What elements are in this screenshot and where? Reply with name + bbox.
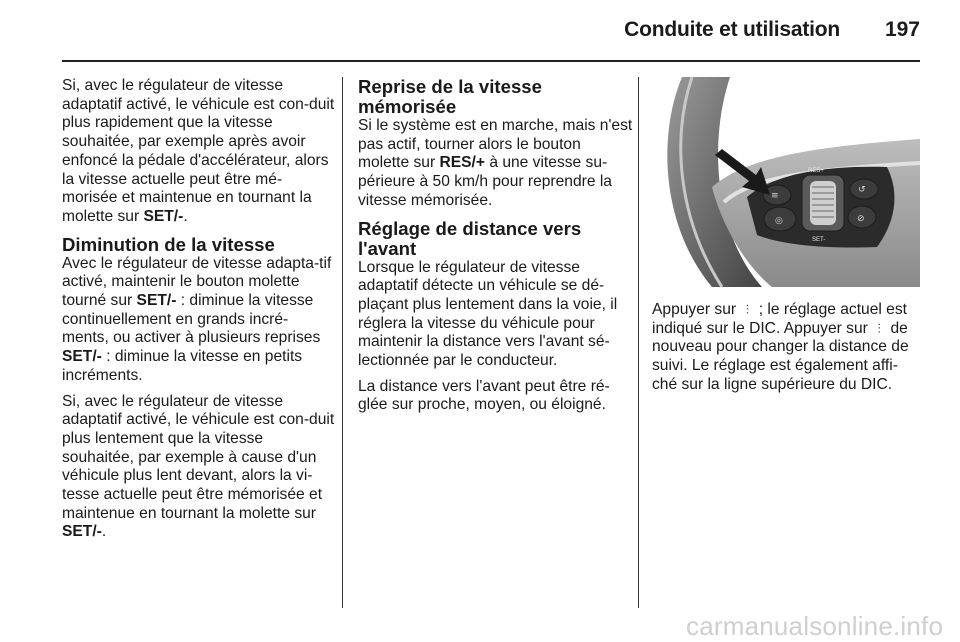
section-heading-reglage: Réglage de distance vers l'avant: [358, 217, 582, 259]
paragraph: La distance vers l'avant peut être ré-glée sur proche, moyen, ou éloigné.: [358, 377, 610, 414]
set-minus-label: SET/-: [143, 207, 184, 225]
res-plus-label: RES/+: [439, 154, 485, 172]
svg-text:⊘: ⊘: [857, 214, 865, 224]
header-rule: [62, 60, 920, 62]
page-number: 197: [884, 18, 920, 41]
paragraph: Appuyer sur ⫶ ; le réglage actuel est indiqué sur le DIC. Appuyer sur ⫶ de nouveau pour changer la distance de suivi. Le réglage est également affi-ché sur la ligne supérieure du DIC.: [652, 301, 909, 393]
paragraph: Lorsque le régulateur de vitesse adaptatif détecte un véhicule se dé-plaçant plus lentement dans la voie, il réglera la vitesse du véhicule pour maintenir la distance vers l'avant sé-lectionnée par le conducteur.: [358, 258, 618, 370]
set-minus-mark: SET-: [812, 237, 826, 243]
paragraph: Si, avec le régulateur de vitesse adaptatif activé, le véhicule est con-duit plus rapidement que la vitesse souhaitée, par exemple après avoir enfoncé la pédale d'accélérateur, alors la vitesse actuelle peut être mé-morisée et maintenue en tournant la molette sur SET/-.: [62, 77, 335, 225]
column-2: [358, 77, 633, 422]
distance-gap-icon: ⫶: [877, 320, 881, 336]
paragraph: Si, avec le régulateur de vitesse adaptatif activé, le véhicule est con-duit plus lentement que la vitesse souhaitée, par exemple à cause d'un véhicule plus lent devant, alors la vi-tesse actuelle peut être mémorisée et maintenue en tournant la molette sur SET/-.: [62, 392, 335, 541]
column-divider-2: [638, 77, 639, 608]
section-heading-diminution: Diminution de la vitesse: [62, 233, 275, 255]
steering-wheel-illustration: [652, 77, 920, 287]
column-divider-1: [342, 77, 343, 608]
set-minus-label: SET/-: [136, 292, 177, 310]
paragraph: Si le système est en marche, mais n'est pas actif, tourner alors le bouton molette sur RES/+ à une vitesse su-périeure à 50 km/h pour reprendre la vitesse mémorisée.: [358, 117, 633, 209]
header-title: Conduite et utilisation: [624, 18, 840, 41]
distance-gap-icon: ⫶: [745, 302, 750, 317]
svg-text:◎: ◎: [775, 216, 783, 226]
column-1: [62, 77, 335, 549]
column-3: [652, 301, 922, 402]
set-minus-label: SET/-: [62, 523, 102, 541]
paragraph: Avec le régulateur de vitesse adapta-tif activé, maintenir le bouton molette tourné sur SET/- : diminue la vitesse continuellement en grands incré-ments, ou activer à plusieurs reprises SET/- : diminue la vitesse en petits incréments.: [62, 254, 332, 384]
res-plus-mark: RES+: [808, 168, 824, 174]
set-minus-label: SET/-: [62, 348, 102, 366]
section-heading-reprise: Reprise de la vitesse mémorisée: [358, 76, 542, 117]
watermark: carmanualsonline.info: [686, 611, 944, 641]
svg-text:≡: ≡: [771, 191, 779, 201]
svg-text:↺: ↺: [858, 185, 866, 195]
steering-wheel-figure: [652, 77, 920, 287]
